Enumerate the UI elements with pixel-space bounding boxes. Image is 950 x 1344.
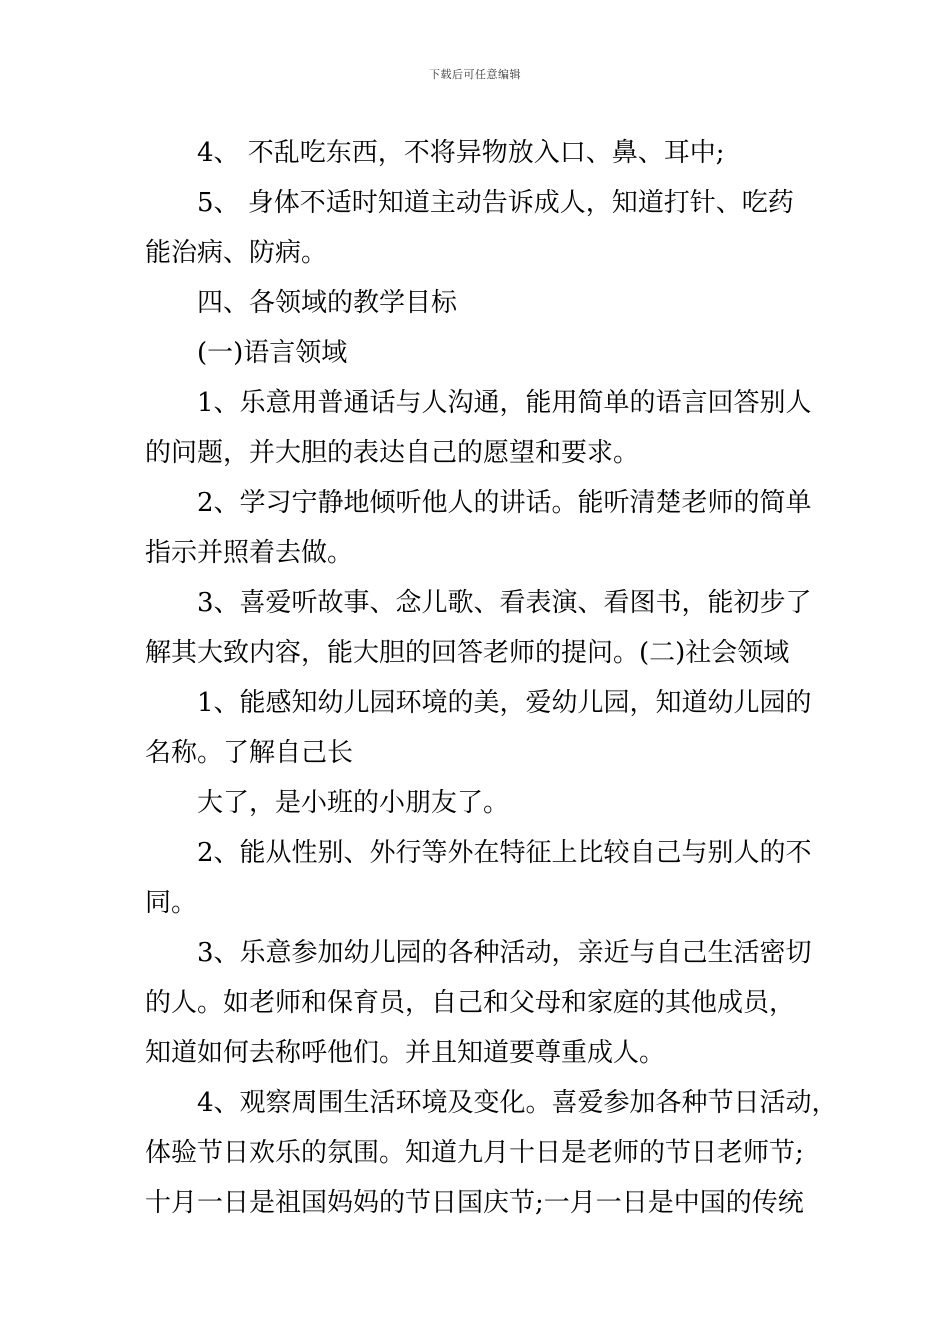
text-line: 2、能从性别、外行等外在特征上比较自己与别人的不 <box>197 838 812 868</box>
section-heading: 四、各领域的教学目标 <box>197 288 458 318</box>
text-line: 大了，是小班的小朋友了。 <box>197 788 510 818</box>
text-line: 解其大致内容，能大胆的回答老师的提问。(二)社会领域 <box>145 638 790 668</box>
text-line: 的人。如老师和保育员，自己和父母和家庭的其他成员， <box>145 988 796 1018</box>
text-line: 的问题，并大胆的表达自己的愿望和要求。 <box>145 438 640 468</box>
text-line: 3、喜爱听故事、念儿歌、看表演、看图书，能初步了 <box>197 588 812 618</box>
text-line: 1、乐意用普通话与人沟通，能用简单的语言回答别人 <box>197 388 812 418</box>
text-line: 1、能感知幼儿园环境的美，爱幼儿园，知道幼儿园的 <box>197 688 812 718</box>
text-line: 2、学习宁静地倾听他人的讲话。能听清楚老师的简单 <box>197 488 812 518</box>
text-line: 4、 不乱吃东西，不将异物放入口、鼻、耳中; <box>197 138 725 168</box>
text-line: 4、观察周围生活环境及变化。喜爱参加各种节日活动， <box>197 1088 838 1118</box>
text-line: 5、 身体不适时知道主动告诉成人，知道打针、吃药 <box>197 188 794 218</box>
document-body <box>145 128 838 1228</box>
subsection-heading: (一)语言领域 <box>197 338 348 368</box>
text-line: 名称。了解自己长 <box>145 738 354 768</box>
text-line: 十月一日是祖国妈妈的节日国庆节;一月一日是中国的传统 <box>145 1188 804 1218</box>
text-line: 指示并照着去做。 <box>145 538 354 568</box>
page-header: 下载后可任意编辑 <box>429 68 521 81</box>
text-line: 知道如何去称呼他们。并且知道要尊重成人。 <box>145 1038 666 1068</box>
text-line: 体验节日欢乐的氛围。知道九月十日是老师的节日老师节; <box>145 1138 804 1168</box>
text-line: 同。 <box>145 888 198 918</box>
text-line: 3、乐意参加幼儿园的各种活动，亲近与自己生活密切 <box>197 938 812 968</box>
text-line: 能治病、防病。 <box>145 238 328 268</box>
